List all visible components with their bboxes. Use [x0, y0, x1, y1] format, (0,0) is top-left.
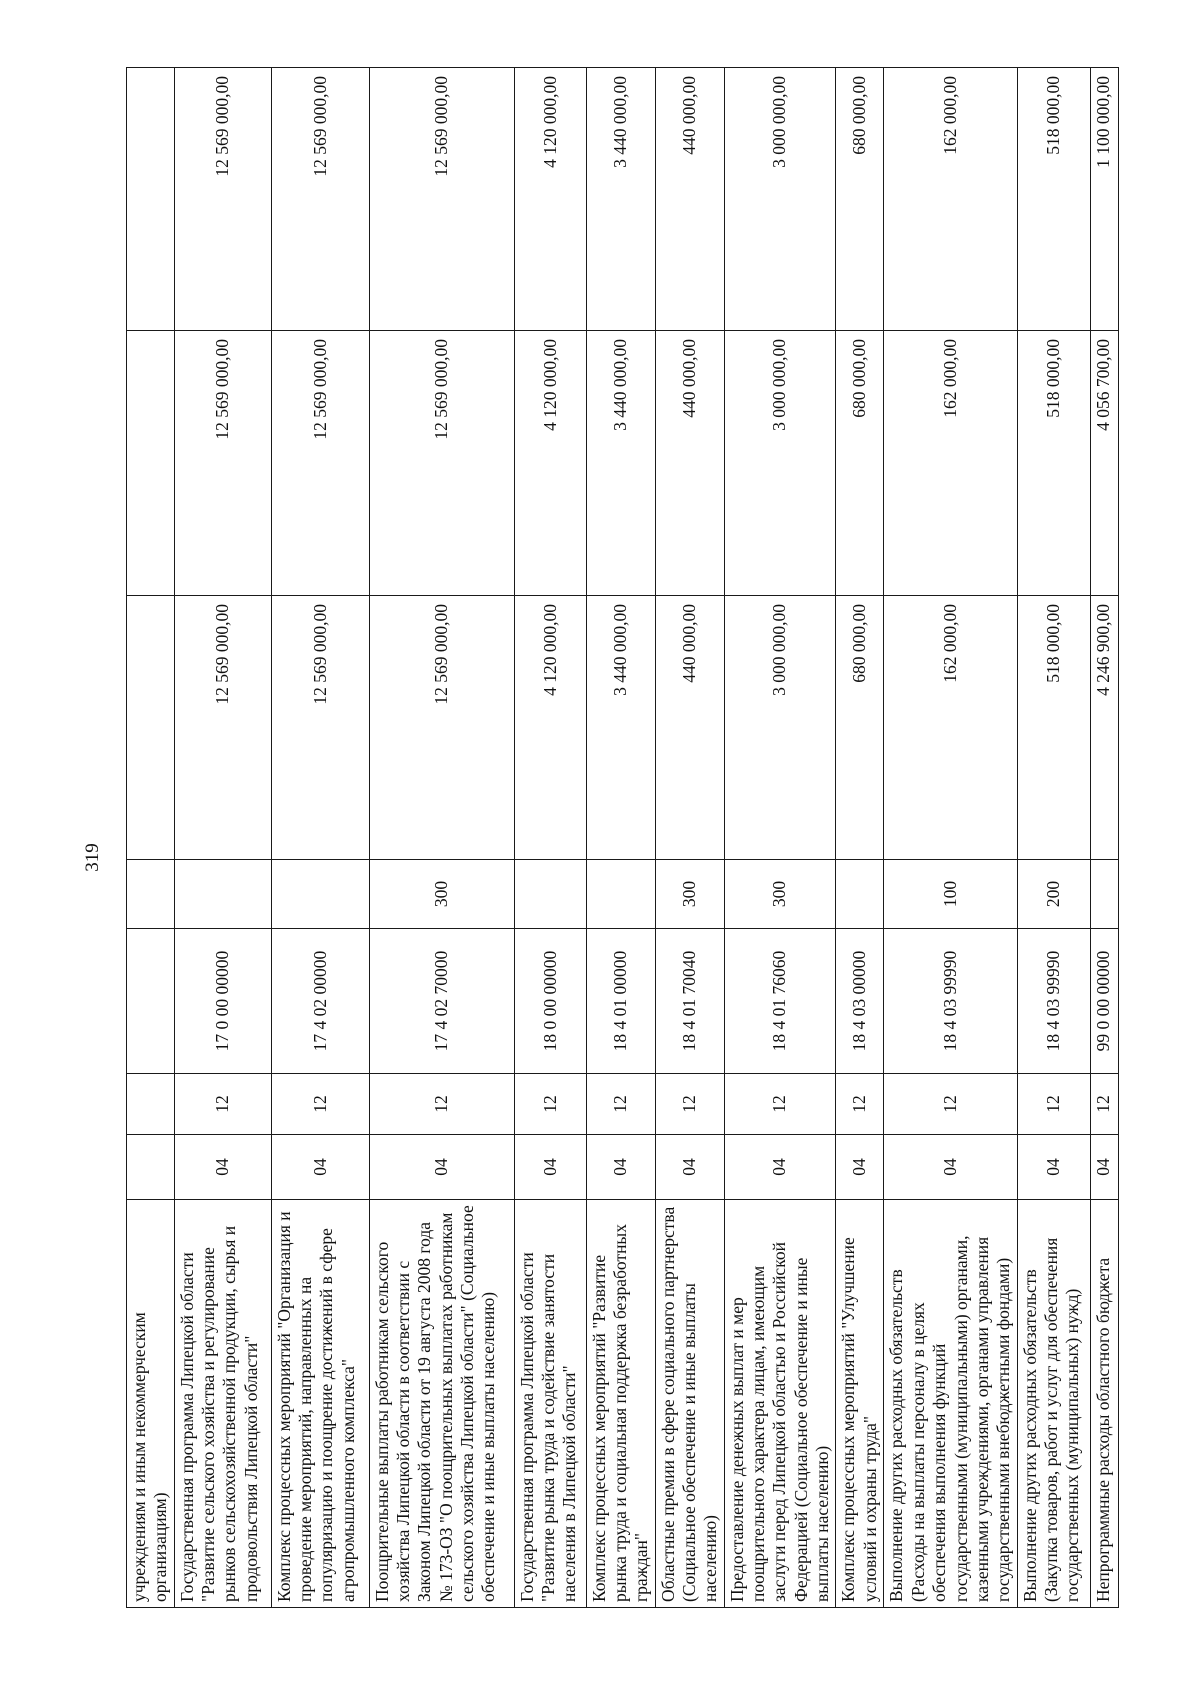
section-code: 04: [836, 1135, 884, 1200]
section-code: 04: [174, 1135, 271, 1200]
row-name: Выполнение других расходных обязательств (Расходы на выплаты персоналу в целях обеспечения выполнения функций государственными (муниципальными) органами, казенными учреждениями, органами управления государственными внебюджетными фондами): [884, 1200, 1017, 1608]
amount-1: 4 246 900,00: [1090, 596, 1118, 860]
table-row: [884, 68, 1017, 1608]
amount-2: 12 569 000,00: [369, 331, 514, 596]
expense-type-code: 100: [884, 860, 1017, 929]
subsection-code: 12: [174, 1074, 271, 1135]
amount-1: 680 000,00: [836, 596, 884, 860]
table-row: [369, 68, 514, 1608]
row-name: Государственная программа Липецкой области "Развитие сельского хозяйства и регулирование рынков сельскохозяйственной продукции, сырья и продовольствия Липецкой области": [174, 1200, 271, 1608]
target-article-code: 18 4 01 00000: [586, 929, 655, 1074]
section-code: [127, 1135, 175, 1200]
page-number: 319: [81, 843, 103, 872]
expense-type-code: [271, 860, 369, 929]
table-row: [1090, 68, 1118, 1608]
amount-3: 12 569 000,00: [369, 68, 514, 331]
subsection-code: 12: [369, 1074, 514, 1135]
expense-type-code: [1090, 860, 1118, 929]
amount-1: [127, 596, 175, 860]
table-row: [514, 68, 586, 1608]
subsection-code: 12: [586, 1074, 655, 1135]
row-name: Непрограммные расходы областного бюджета: [1090, 1200, 1118, 1608]
expense-type-code: 300: [655, 860, 724, 929]
amount-3: [127, 68, 175, 331]
expense-type-code: [586, 860, 655, 929]
amount-1: 3 000 000,00: [724, 596, 836, 860]
amount-3: 680 000,00: [836, 68, 884, 331]
section-code: 04: [369, 1135, 514, 1200]
subsection-code: [127, 1074, 175, 1135]
table-row: [174, 68, 271, 1608]
subsection-code: 12: [655, 1074, 724, 1135]
table-row: [271, 68, 369, 1608]
amount-1: 162 000,00: [884, 596, 1017, 860]
subsection-code: 12: [1090, 1074, 1118, 1135]
target-article-code: 18 4 03 00000: [836, 929, 884, 1074]
amount-1: 440 000,00: [655, 596, 724, 860]
expense-type-code: [174, 860, 271, 929]
section-code: 04: [884, 1135, 1017, 1200]
amount-1: 518 000,00: [1017, 596, 1090, 860]
amount-3: 162 000,00: [884, 68, 1017, 331]
expense-type-code: 300: [724, 860, 836, 929]
section-code: 04: [1017, 1135, 1090, 1200]
target-article-code: 18 4 01 76060: [724, 929, 836, 1074]
budget-table: [126, 67, 1119, 1608]
amount-2: 12 569 000,00: [174, 331, 271, 596]
amount-2: 4 120 000,00: [514, 331, 586, 596]
target-article-code: 17 4 02 00000: [271, 929, 369, 1074]
target-article-code: 17 0 00 00000: [174, 929, 271, 1074]
row-name: Комплекс процессных мероприятий "Организация и проведение мероприятий, направленных на популяризацию и поощрение достижений в сфере агропромышленного комплекса": [271, 1200, 369, 1608]
table-row: [655, 68, 724, 1608]
amount-2: 680 000,00: [836, 331, 884, 596]
amount-2: [127, 331, 175, 596]
amount-2: 4 056 700,00: [1090, 331, 1118, 596]
row-name: Комплекс процессных мероприятий "Улучшение условий и охраны труда": [836, 1200, 884, 1608]
amount-3: 12 569 000,00: [271, 68, 369, 331]
row-name: Государственная программа Липецкой области "Развитие рынка труда и содействие занятости населения в Липецкой области": [514, 1200, 586, 1608]
expense-type-code: 200: [1017, 860, 1090, 929]
target-article-code: 18 4 01 70040: [655, 929, 724, 1074]
target-article-code: 18 0 00 00000: [514, 929, 586, 1074]
target-article-code: 18 4 03 99990: [1017, 929, 1090, 1074]
subsection-code: 12: [1017, 1074, 1090, 1135]
section-code: 04: [1090, 1135, 1118, 1200]
amount-3: 3 440 000,00: [586, 68, 655, 331]
section-code: 04: [586, 1135, 655, 1200]
subsection-code: 12: [724, 1074, 836, 1135]
section-code: 04: [514, 1135, 586, 1200]
table-row: [1017, 68, 1090, 1608]
target-article-code: 18 4 03 99990: [884, 929, 1017, 1074]
expense-type-code: 300: [369, 860, 514, 929]
table-row: [586, 68, 655, 1608]
expense-type-code: [514, 860, 586, 929]
amount-1: 12 569 000,00: [369, 596, 514, 860]
amount-1: 12 569 000,00: [271, 596, 369, 860]
row-name: Предоставление денежных выплат и мер поощрительного характера лицам, имеющим заслуги перед Липецкой областью и Российской Федерацией (Социальное обеспечение и иные выплаты населению): [724, 1200, 836, 1608]
row-name: Комплекс процессных мероприятий "Развитие рынка труда и социальная поддержка безработных граждан": [586, 1200, 655, 1608]
amount-3: 3 000 000,00: [724, 68, 836, 331]
table-row: [724, 68, 836, 1608]
row-name: Выполнение других расходных обязательств (Закупка товаров, работ и услуг для обеспечения государственных (муниципальных) нужд): [1017, 1200, 1090, 1608]
subsection-code: 12: [884, 1074, 1017, 1135]
amount-3: 4 120 000,00: [514, 68, 586, 331]
rotated-table-container: [126, 68, 1112, 1608]
amount-2: 3 440 000,00: [586, 331, 655, 596]
amount-2: 12 569 000,00: [271, 331, 369, 596]
amount-3: 440 000,00: [655, 68, 724, 331]
row-name: Областные премии в сфере социального партнерства (Социальное обеспечение и иные выплаты населению): [655, 1200, 724, 1608]
row-name: учреждениям и иным некоммерческим организациям): [127, 1200, 175, 1608]
target-article-code: [127, 929, 175, 1074]
row-name: Поощрительные выплаты работникам сельского хозяйства Липецкой области в соответствии с Законом Липецкой области от 19 августа 2008 года № 173-ОЗ "О поощрительных выплатах работникам сельского хозяйства Липецкой области" (Социальное обеспечение и иные выплаты населению): [369, 1200, 514, 1608]
subsection-code: 12: [271, 1074, 369, 1135]
expense-type-code: [127, 860, 175, 929]
subsection-code: 12: [836, 1074, 884, 1135]
target-article-code: 17 4 02 70000: [369, 929, 514, 1074]
section-code: 04: [655, 1135, 724, 1200]
target-article-code: 99 0 00 00000: [1090, 929, 1118, 1074]
amount-2: 518 000,00: [1017, 331, 1090, 596]
section-code: 04: [724, 1135, 836, 1200]
table-row: [127, 68, 175, 1608]
subsection-code: 12: [514, 1074, 586, 1135]
expense-type-code: [836, 860, 884, 929]
amount-3: 1 100 000,00: [1090, 68, 1118, 331]
amount-2: 440 000,00: [655, 331, 724, 596]
amount-3: 518 000,00: [1017, 68, 1090, 331]
amount-1: 4 120 000,00: [514, 596, 586, 860]
table-row: [836, 68, 884, 1608]
amount-1: 12 569 000,00: [174, 596, 271, 860]
amount-3: 12 569 000,00: [174, 68, 271, 331]
amount-2: 162 000,00: [884, 331, 1017, 596]
amount-1: 3 440 000,00: [586, 596, 655, 860]
amount-2: 3 000 000,00: [724, 331, 836, 596]
section-code: 04: [271, 1135, 369, 1200]
